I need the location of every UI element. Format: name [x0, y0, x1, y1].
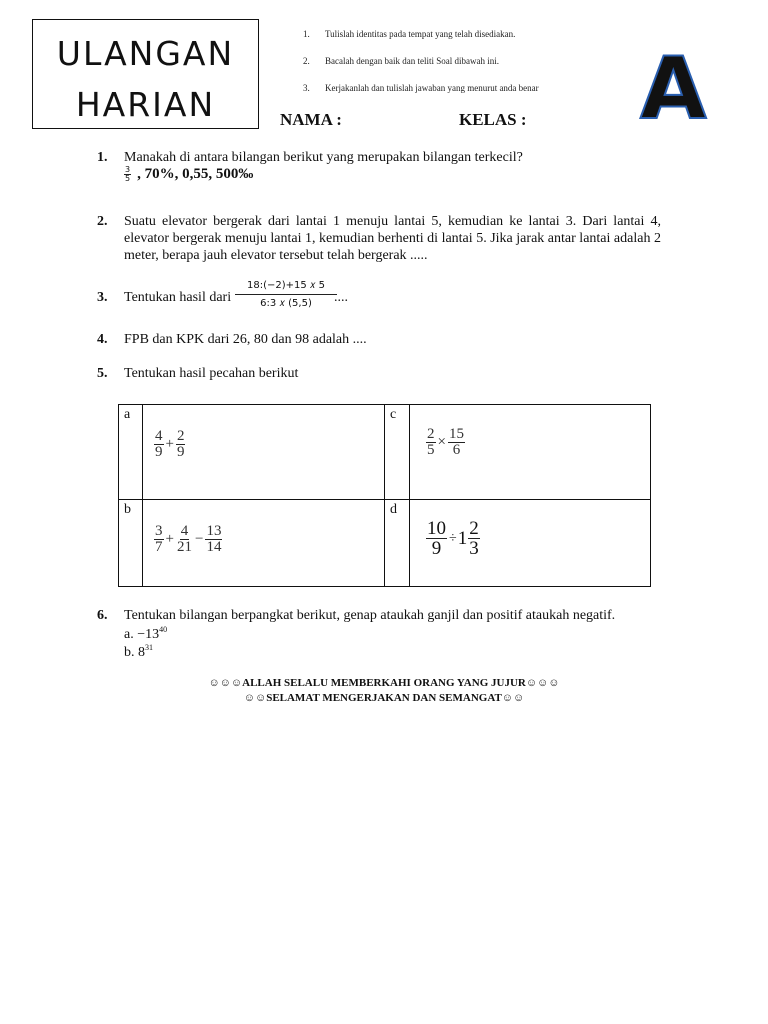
q3-fraction	[235, 280, 337, 309]
cell-d-expression: $\frac{10}{9}$ ÷ 1 $\frac{2}{3}$	[427, 518, 479, 559]
q2-line-1: Suatu elevator bergerak dari lantai 1 menuju lantai 5, kemudian ke lantai 3. Dari lantai 4,	[124, 214, 661, 229]
q2-number: 2.	[97, 214, 108, 229]
q1-number: 1.	[97, 150, 108, 165]
q1-text: Manakah di antara bilangan berikut yang merupakan bilangan terkecil?	[124, 150, 523, 165]
instruction-1	[303, 29, 515, 39]
q3-denominator: 6:3 𝑥 (5,5)	[260, 298, 312, 309]
q2-line-2: elevator bergerak menuju lantai 1, kemudian berhenti di lantai 5. Jika jarak antar lantai adalah 2	[124, 231, 661, 246]
q3-text: Tentukan hasil dari	[124, 290, 232, 305]
q5-number: 5.	[97, 366, 108, 381]
cell-d-letter: d	[390, 502, 397, 517]
table-divider	[409, 405, 410, 586]
instruction-text: Kerjakanlah dan tulislah jawaban yang menurut anda benar	[325, 83, 539, 93]
title-box	[32, 19, 259, 129]
kelas-label: KELAS :	[459, 110, 527, 129]
cell-c-letter: c	[390, 407, 397, 422]
instruction-text: Bacalah dengan baik dan teliti Soal dibawah ini.	[325, 56, 499, 66]
q2-line-3: meter, berapa jauh elevator tersebut telah bergerak .....	[124, 248, 428, 263]
q1-other-options: , 70%, 0,55, 500‰	[137, 166, 254, 182]
q1-options	[124, 166, 253, 183]
version-letter: A	[640, 39, 707, 139]
fraction: $\frac{10}{9}$	[427, 518, 446, 559]
cell-b-expression: $\frac{3}{7}$ + $\frac{4}{21}$ − $\frac{13}{14}$	[155, 523, 222, 555]
instruction-text: Tulislah identitas pada tempat yang telah disediakan.	[325, 29, 516, 39]
fraction: $\frac{2}{9}$	[176, 428, 185, 460]
q3-dots: ....	[334, 290, 348, 305]
footer-line-2: ☺☺SELAMAT MENGERJAKAN DAN SEMANGAT☺☺	[243, 692, 525, 704]
q3-number: 3.	[97, 290, 108, 305]
fraction: $\frac{2}{5}$	[427, 426, 435, 458]
instruction-2	[303, 56, 499, 66]
instruction-number: 1.	[303, 29, 310, 39]
q5-text: Tentukan hasil pecahan berikut	[124, 366, 299, 381]
fraction: $\frac{4}{9}$	[155, 428, 163, 460]
fraction: $\frac{13}{14}$	[206, 523, 222, 555]
q4-number: 4.	[97, 332, 108, 347]
table-divider	[384, 405, 385, 586]
q1-fraction-numerator: 3	[125, 165, 131, 174]
fraction-table	[118, 404, 651, 587]
fraction: $\frac{3}{7}$	[155, 523, 163, 555]
q6-number: 6.	[97, 608, 108, 623]
instruction-number: 2.	[303, 56, 310, 66]
q4-text: FPB dan KPK dari 26, 80 dan 98 adalah ....	[124, 332, 367, 347]
table-divider	[119, 499, 650, 500]
cell-a-expression: $\frac{4}{9}$ + $\frac{2}{9}$	[155, 428, 185, 460]
q6-item-b: b. $8^{31}$	[124, 643, 153, 660]
q6-text: Tentukan bilangan berpangkat berikut, genap ataukah ganjil dan positif ataukah negatif.	[124, 608, 616, 623]
table-divider	[142, 405, 143, 586]
instruction-3	[303, 83, 539, 93]
cell-a-letter: a	[124, 407, 131, 422]
fraction: $\frac{15}{6}$	[448, 426, 464, 458]
q3-numerator: 18:(−2)+15 𝑥 5	[235, 280, 337, 295]
q1-fraction	[124, 166, 131, 183]
cell-c-expression: $\frac{2}{5}$ × $\frac{15}{6}$	[427, 426, 464, 458]
nama-label: NAMA :	[280, 110, 342, 129]
title-line-1: ULANGAN	[56, 34, 235, 73]
q1-fraction-denominator: 5	[125, 174, 131, 183]
q6-item-a: a. $-13^{40}$	[124, 625, 168, 642]
footer-line-1: ☺☺☺ALLAH SELALU MEMBERKAHI ORANG YANG JUJUR☺☺☺	[208, 677, 560, 689]
instruction-number: 3.	[303, 83, 310, 93]
cell-b-letter: b	[124, 502, 131, 517]
fraction: $\frac{4}{21}$	[176, 523, 192, 555]
title-line-2: HARIAN	[75, 85, 216, 124]
fraction: $\frac{2}{3}$	[469, 518, 479, 559]
